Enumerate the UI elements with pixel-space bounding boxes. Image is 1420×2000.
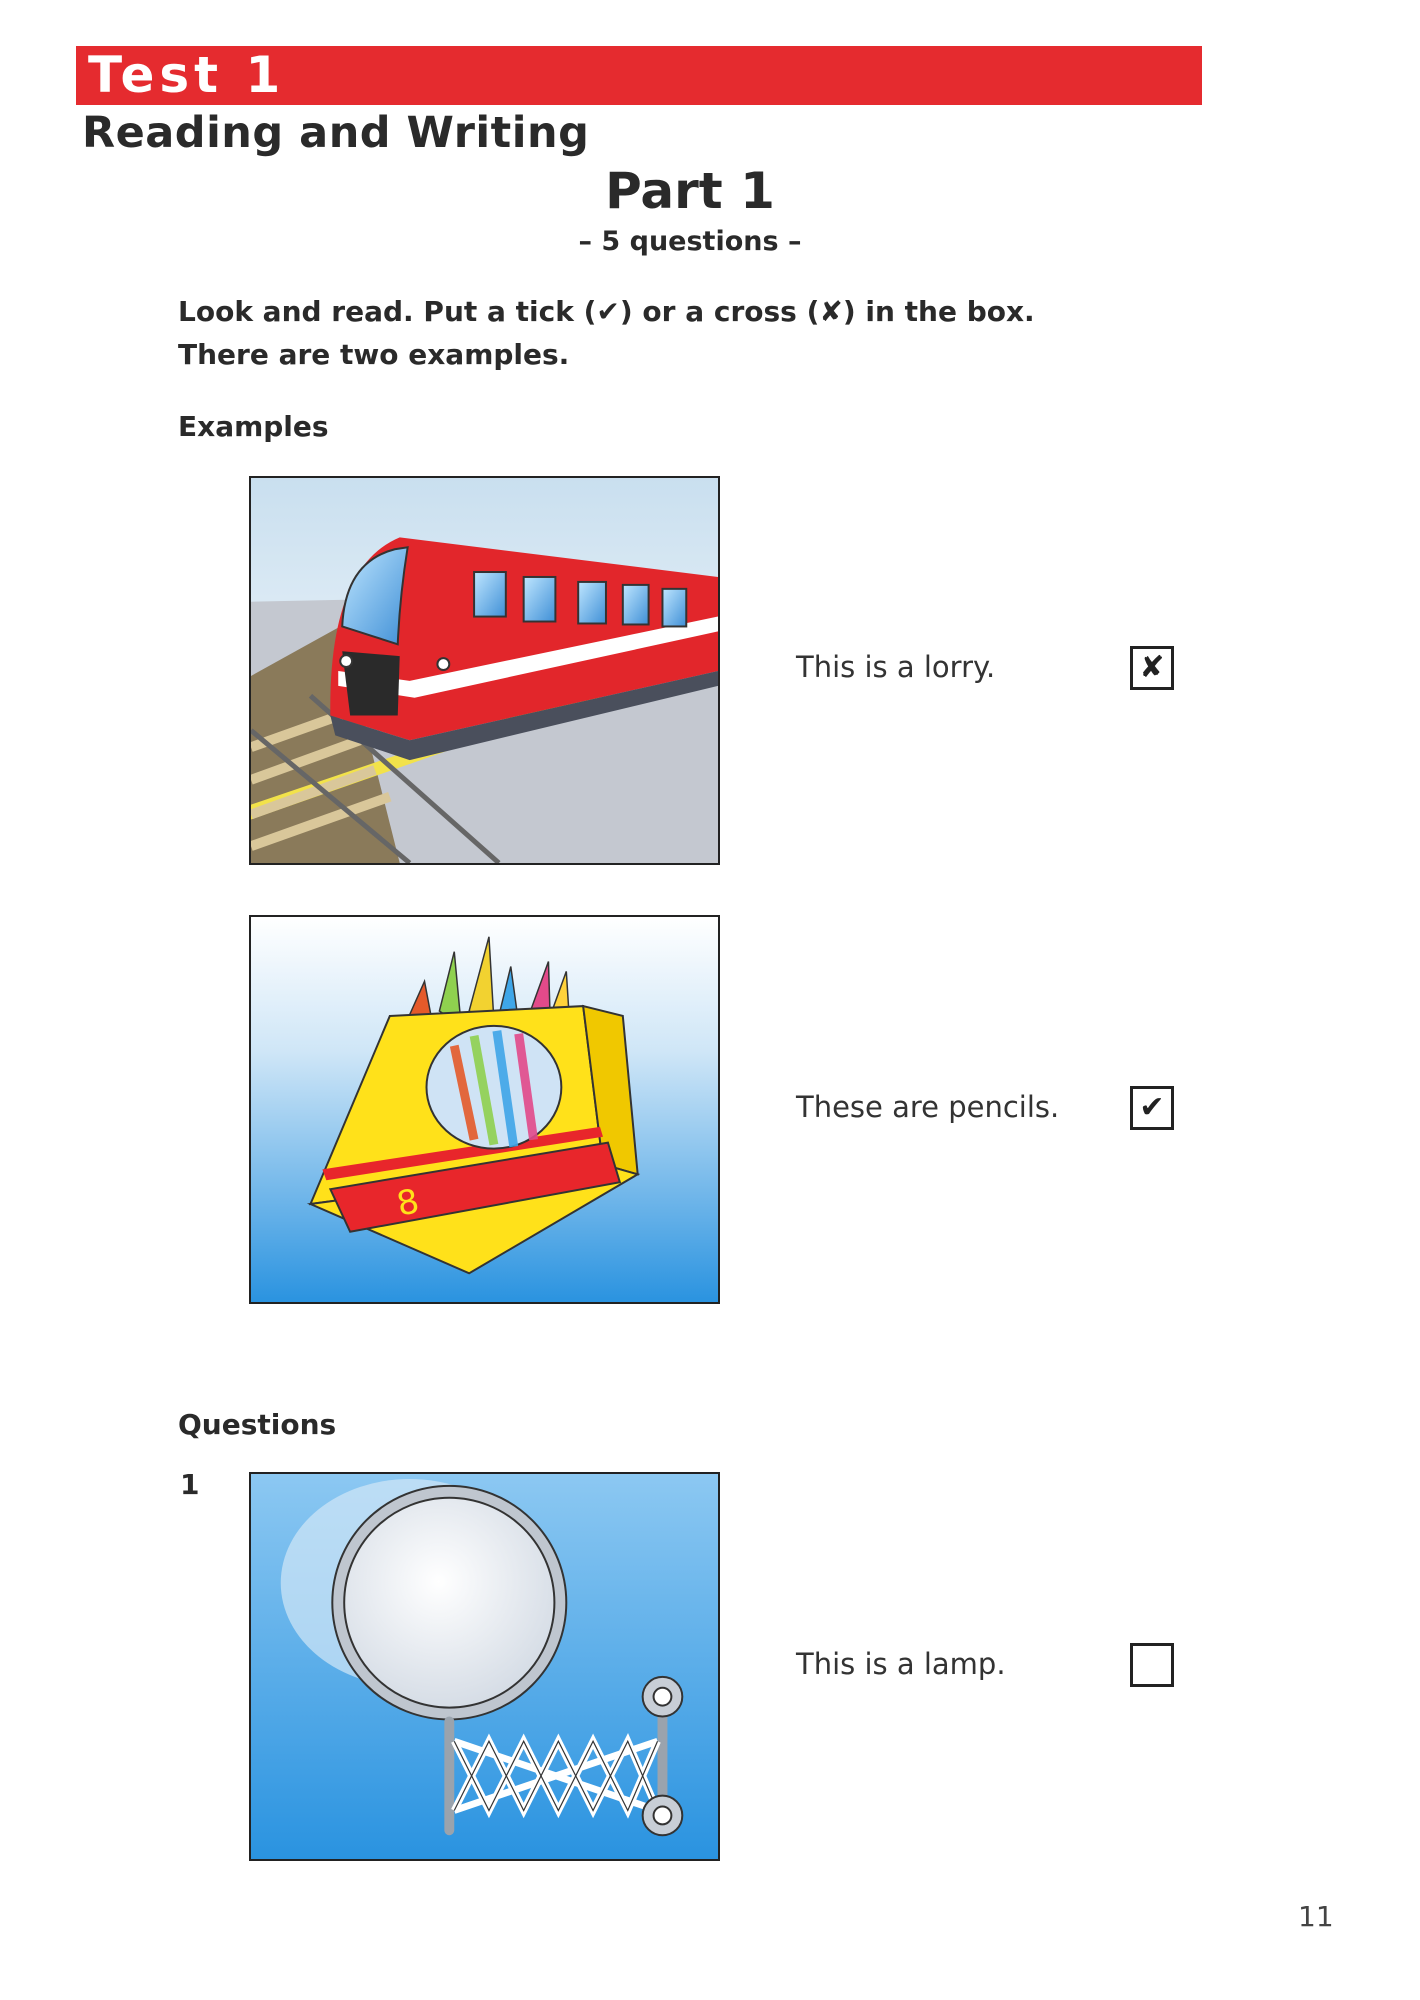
examples-heading: Examples — [178, 410, 329, 443]
pencils-picture — [249, 915, 720, 1304]
mirror-picture — [249, 1472, 720, 1861]
test-title: Test 1 — [88, 46, 286, 104]
question-1-answer-box[interactable] — [1130, 1643, 1174, 1687]
pencil-box-icon — [251, 917, 718, 1302]
instructions — [178, 290, 1035, 376]
mirror-icon — [251, 1474, 718, 1859]
part-subtitle: – 5 questions – — [578, 226, 802, 257]
questions-heading: Questions — [178, 1408, 337, 1441]
example-2-sentence: These are pencils. — [796, 1090, 1060, 1124]
question-1-sentence: This is a lamp. — [796, 1647, 1006, 1681]
example-2-answer-box: ✔ — [1130, 1086, 1174, 1130]
instructions-line-2: There are two examples. — [178, 338, 570, 371]
question-1-number: 1 — [180, 1468, 200, 1501]
svg-text:8: 8 — [393, 1181, 423, 1224]
instructions-line-1: Look and read. Put a tick (✔) or a cross (✘) in the box. — [178, 295, 1035, 328]
train-icon — [251, 478, 718, 863]
example-1-sentence: This is a lorry. — [796, 650, 996, 684]
train-picture — [249, 476, 720, 865]
example-1-answer-box: ✘ — [1130, 646, 1174, 690]
part-title: Part 1 — [605, 162, 775, 220]
page-number: 11 — [1298, 1900, 1334, 1933]
section-title: Reading and Writing — [82, 108, 590, 158]
